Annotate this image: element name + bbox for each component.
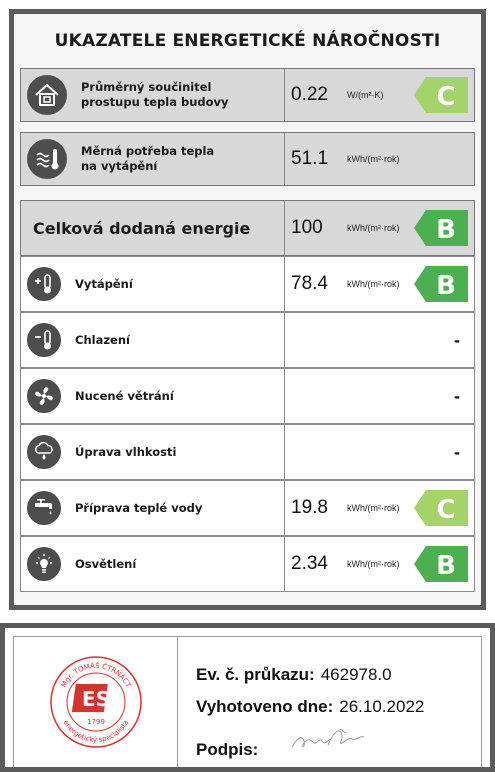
row-unit: kWh/(m²·rok)	[347, 503, 400, 513]
svg-text:1799: 1799	[86, 718, 105, 726]
svg-text:B: B	[436, 271, 456, 301]
page-title: UKAZATELE ENERGETICKÉ NÁROČNOSTI	[54, 31, 441, 51]
row-unit: kWh/(m²·rok)	[347, 223, 400, 233]
row-value: 0.22	[291, 84, 328, 105]
svg-text:B: B	[436, 215, 456, 245]
row-humidity-control	[20, 424, 475, 480]
row-value: 2.34	[291, 553, 328, 574]
row-label: Příprava teplé vody	[75, 500, 203, 515]
row-label: Vytápění	[75, 276, 133, 291]
row-forced-ventilation	[20, 368, 475, 424]
svg-text:B: B	[436, 551, 456, 581]
row-label-line2: prostupu tepla budovy	[81, 95, 229, 109]
fan-icon	[27, 379, 61, 413]
row-value: -	[454, 385, 460, 406]
row-label: Osvětlení	[75, 556, 137, 571]
row-label: Nucené větrání	[75, 388, 174, 403]
row-average-coefficient	[20, 68, 475, 122]
issue-date: Vyhotoveno dne: 26.10.2022	[196, 697, 425, 716]
grade-badge-b	[414, 546, 468, 582]
faucet-icon	[27, 491, 61, 525]
specialist-stamp	[48, 654, 144, 750]
svg-text:C: C	[436, 82, 456, 112]
row-label-line1: Měrná potřeba tepla	[81, 144, 215, 158]
grade-badge-b	[414, 210, 468, 246]
house-icon	[27, 75, 67, 115]
svg-text:ES: ES	[81, 687, 110, 711]
certificate-number: Ev. č. průkazu: 462978.0	[196, 665, 392, 684]
row-specific-heat-demand	[20, 132, 475, 186]
row-value: -	[454, 329, 460, 350]
row-heating	[20, 256, 475, 312]
heat-thermometer-icon	[27, 139, 67, 179]
row-value: 100	[291, 217, 323, 238]
row-value: 78.4	[291, 273, 328, 294]
lightbulb-icon	[27, 547, 61, 581]
signature-image	[288, 723, 378, 755]
row-label: Chlazení	[75, 332, 130, 347]
row-unit: kWh/(m²·rok)	[347, 559, 400, 569]
cloud-drop-icon	[27, 435, 61, 469]
svg-text:energetický specialista: energetický specialista	[61, 718, 130, 745]
thermometer-minus-icon	[27, 323, 61, 357]
certificate-footer	[0, 623, 495, 772]
row-total-delivered-energy	[20, 200, 475, 256]
row-label-line1: Průměrný součinitel	[81, 80, 212, 94]
row-label: Celková dodaná energie	[33, 218, 251, 238]
row-unit: kWh/(m²·rok)	[347, 279, 400, 289]
row-value: 19.8	[291, 497, 328, 518]
row-value: 51.1	[291, 148, 328, 169]
row-lighting	[20, 536, 475, 592]
row-label: Úprava vlhkosti	[75, 444, 177, 459]
row-unit: W/(m²·K)	[347, 90, 384, 100]
grade-badge-c	[414, 490, 468, 526]
signature-line: Podpis:	[196, 723, 481, 766]
row-value: -	[454, 441, 460, 462]
svg-text:Mgr. TOMÁŠ ČTRNÁCT: Mgr. TOMÁŠ ČTRNÁCT	[59, 661, 132, 689]
thermometer-plus-icon	[27, 267, 61, 301]
row-hot-water	[20, 480, 475, 536]
row-unit: kWh/(m²·rok)	[347, 154, 400, 164]
svg-text:C: C	[436, 495, 456, 525]
row-label-line2: na vytápění	[81, 159, 158, 173]
energy-indicators-card	[9, 9, 486, 610]
grade-badge-b	[414, 266, 468, 302]
row-cooling	[20, 312, 475, 368]
grade-badge-c	[414, 77, 468, 113]
